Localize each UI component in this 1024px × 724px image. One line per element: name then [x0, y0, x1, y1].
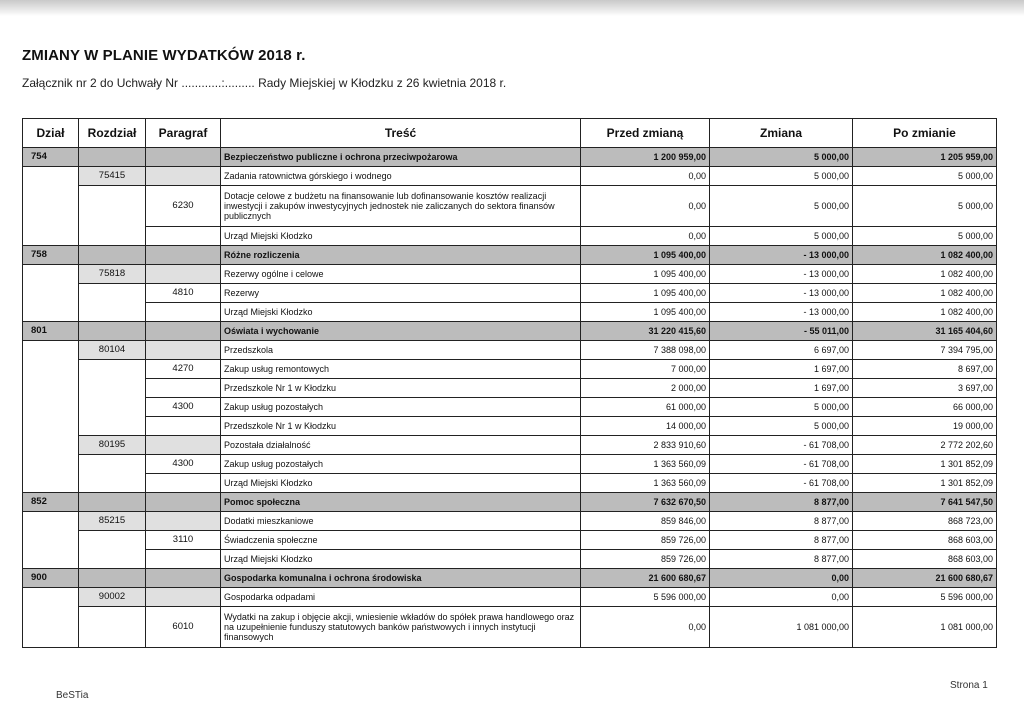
cell-tresc: Różne rozliczenia	[221, 246, 581, 265]
cell-paragraf: 6230	[146, 186, 221, 227]
cell-po: 1 082 400,00	[853, 284, 997, 303]
header-tresc: Treść	[221, 119, 581, 148]
cell-po: 868 603,00	[853, 550, 997, 569]
cell-po: 7 394 795,00	[853, 341, 997, 360]
cell-przed: 0,00	[581, 167, 710, 186]
cell-po: 1 082 400,00	[853, 303, 997, 322]
cell-paragraf: 4270	[146, 360, 221, 379]
cell-przed: 2 833 910,60	[581, 436, 710, 455]
cell-rozdzial: 90002	[79, 588, 146, 607]
cell-po: 1 205 959,00	[853, 148, 997, 167]
header-paragraf: Paragraf	[146, 119, 221, 148]
cell-dzial: 758	[23, 246, 79, 265]
table-row-paragraf	[23, 531, 997, 550]
cell-zmiana: 1 697,00	[710, 360, 853, 379]
header-po: Po zmianie	[853, 119, 997, 148]
table-row-unit	[23, 417, 997, 436]
cell-tresc: Gospodarka komunalna i ochrona środowiska	[221, 569, 581, 588]
cell-przed: 0,00	[581, 227, 710, 246]
cell-dzial: 801	[23, 322, 79, 341]
cell-przed: 0,00	[581, 186, 710, 227]
cell-zmiana: - 61 708,00	[710, 436, 853, 455]
cell-przed: 1 095 400,00	[581, 284, 710, 303]
cell-po: 1 301 852,09	[853, 455, 997, 474]
cell-tresc: Przedszkole Nr 1 w Kłodzku	[221, 417, 581, 436]
cell-po: 31 165 404,60	[853, 322, 997, 341]
scan-shadow	[0, 0, 1024, 16]
cell-zmiana: 5 000,00	[710, 398, 853, 417]
cell-po: 5 000,00	[853, 167, 997, 186]
table-row-paragraf	[23, 607, 997, 648]
table-row-paragraf	[23, 284, 997, 303]
cell-przed: 5 596 000,00	[581, 588, 710, 607]
cell-przed: 1 363 560,09	[581, 474, 710, 493]
cell-dzial: 852	[23, 493, 79, 512]
cell-tresc: Zakup usług pozostałych	[221, 455, 581, 474]
cell-przed: 0,00	[581, 607, 710, 648]
cell-po: 1 081 000,00	[853, 607, 997, 648]
cell-po: 5 000,00	[853, 227, 997, 246]
cell-zmiana: 5 000,00	[710, 167, 853, 186]
cell-tresc: Wydatki na zakup i objęcie akcji, wniesienie wkładów do spółek prawa handlowego oraz na uzupełnienie funduszy statutowych banków państwowych i innych instytucji finansowych	[221, 607, 581, 648]
cell-przed: 7 000,00	[581, 360, 710, 379]
table-row-rozdzial	[23, 588, 997, 607]
table-row-dzial	[23, 569, 997, 588]
cell-po: 868 603,00	[853, 531, 997, 550]
cell-po: 66 000,00	[853, 398, 997, 417]
cell-po: 19 000,00	[853, 417, 997, 436]
cell-przed: 2 000,00	[581, 379, 710, 398]
cell-po: 5 596 000,00	[853, 588, 997, 607]
cell-tresc: Zadania ratownictwa górskiego i wodnego	[221, 167, 581, 186]
cell-tresc: Urząd Miejski Kłodzko	[221, 550, 581, 569]
cell-tresc: Zakup usług remontowych	[221, 360, 581, 379]
header-dzial: Dział	[23, 119, 79, 148]
table-row-rozdzial	[23, 265, 997, 284]
table-row-dzial	[23, 493, 997, 512]
cell-zmiana: - 61 708,00	[710, 474, 853, 493]
cell-tresc: Dodatki mieszkaniowe	[221, 512, 581, 531]
table-row-paragraf	[23, 455, 997, 474]
cell-po: 7 641 547,50	[853, 493, 997, 512]
document-title: ZMIANY W PLANIE WYDATKÓW 2018 r.	[22, 47, 306, 64]
cell-rozdzial: 75818	[79, 265, 146, 284]
cell-rozdzial: 80195	[79, 436, 146, 455]
cell-po: 868 723,00	[853, 512, 997, 531]
cell-przed: 859 726,00	[581, 531, 710, 550]
cell-przed: 14 000,00	[581, 417, 710, 436]
cell-po: 21 600 680,67	[853, 569, 997, 588]
cell-zmiana: 5 000,00	[710, 227, 853, 246]
cell-tresc: Gospodarka odpadami	[221, 588, 581, 607]
cell-tresc: Pomoc społeczna	[221, 493, 581, 512]
cell-zmiana: - 13 000,00	[710, 303, 853, 322]
table-row-dzial	[23, 322, 997, 341]
table-row-rozdzial	[23, 167, 997, 186]
cell-zmiana: - 61 708,00	[710, 455, 853, 474]
cell-tresc: Świadczenia społeczne	[221, 531, 581, 550]
table-row-unit	[23, 303, 997, 322]
cell-paragraf: 4810	[146, 284, 221, 303]
cell-zmiana: 8 877,00	[710, 493, 853, 512]
cell-tresc: Urząd Miejski Kłodzko	[221, 474, 581, 493]
cell-paragraf: 4300	[146, 398, 221, 417]
cell-tresc: Dotacje celowe z budżetu na finansowanie lub dofinansowanie kosztów realizacji inwestycji i zakupów inwestycyjnych jednostek nie zaliczanych do sektora finansów publicznych	[221, 186, 581, 227]
header-zmiana: Zmiana	[710, 119, 853, 148]
cell-przed: 1 200 959,00	[581, 148, 710, 167]
cell-przed: 1 095 400,00	[581, 303, 710, 322]
cell-paragraf: 4300	[146, 455, 221, 474]
cell-przed: 1 363 560,09	[581, 455, 710, 474]
cell-przed: 21 600 680,67	[581, 569, 710, 588]
cell-po: 1 082 400,00	[853, 265, 997, 284]
cell-po: 1 301 852,09	[853, 474, 997, 493]
table-row-unit	[23, 227, 997, 246]
cell-po: 5 000,00	[853, 186, 997, 227]
table-row-dzial	[23, 246, 997, 265]
cell-zmiana: 1 081 000,00	[710, 607, 853, 648]
cell-zmiana: 0,00	[710, 588, 853, 607]
header-przed: Przed zmianą	[581, 119, 710, 148]
cell-rozdzial: 85215	[79, 512, 146, 531]
table-row-unit	[23, 550, 997, 569]
cell-zmiana: 8 877,00	[710, 512, 853, 531]
cell-przed: 1 095 400,00	[581, 246, 710, 265]
cell-przed: 7 632 670,50	[581, 493, 710, 512]
table-row-unit	[23, 379, 997, 398]
header-rozdzial: Rozdział	[79, 119, 146, 148]
cell-tresc: Rezerwy ogólne i celowe	[221, 265, 581, 284]
table-row-rozdzial	[23, 436, 997, 455]
cell-zmiana: 5 000,00	[710, 148, 853, 167]
cell-zmiana: - 13 000,00	[710, 246, 853, 265]
footer-page-number: Strona 1	[950, 680, 988, 691]
cell-przed: 7 388 098,00	[581, 341, 710, 360]
cell-tresc: Oświata i wychowanie	[221, 322, 581, 341]
table-row-paragraf	[23, 186, 997, 227]
cell-po: 2 772 202,60	[853, 436, 997, 455]
cell-po: 3 697,00	[853, 379, 997, 398]
cell-zmiana: 6 697,00	[710, 341, 853, 360]
footer-software-label: BeSTia	[56, 690, 89, 701]
cell-zmiana: 5 000,00	[710, 417, 853, 436]
cell-tresc: Przedszkole Nr 1 w Kłodzku	[221, 379, 581, 398]
cell-rozdzial: 75415	[79, 167, 146, 186]
cell-dzial: 900	[23, 569, 79, 588]
cell-zmiana: 0,00	[710, 569, 853, 588]
cell-przed: 859 846,00	[581, 512, 710, 531]
cell-zmiana: 5 000,00	[710, 186, 853, 227]
cell-tresc: Rezerwy	[221, 284, 581, 303]
budget-changes-table	[22, 118, 997, 648]
cell-przed: 859 726,00	[581, 550, 710, 569]
table-row-unit	[23, 474, 997, 493]
cell-przed: 61 000,00	[581, 398, 710, 417]
cell-paragraf: 3110	[146, 531, 221, 550]
cell-po: 8 697,00	[853, 360, 997, 379]
cell-paragraf: 6010	[146, 607, 221, 648]
cell-tresc: Zakup usług pozostałych	[221, 398, 581, 417]
table-row-rozdzial	[23, 341, 997, 360]
cell-przed: 31 220 415,60	[581, 322, 710, 341]
table-row-paragraf	[23, 398, 997, 417]
cell-zmiana: 8 877,00	[710, 550, 853, 569]
cell-tresc: Urząd Miejski Kłodzko	[221, 227, 581, 246]
cell-tresc: Bezpieczeństwo publiczne i ochrona przeciwpożarowa	[221, 148, 581, 167]
cell-rozdzial: 80104	[79, 341, 146, 360]
cell-tresc: Urząd Miejski Kłodzko	[221, 303, 581, 322]
cell-przed: 1 095 400,00	[581, 265, 710, 284]
cell-zmiana: 1 697,00	[710, 379, 853, 398]
cell-zmiana: - 13 000,00	[710, 265, 853, 284]
document-subtitle: Załącznik nr 2 do Uchwały Nr ............:......... Rady Miejskiej w Kłodzku z 26 kwietnia 2018 r.	[22, 76, 507, 90]
table-row-dzial	[23, 148, 997, 167]
cell-zmiana: - 55 011,00	[710, 322, 853, 341]
cell-zmiana: - 13 000,00	[710, 284, 853, 303]
cell-zmiana: 8 877,00	[710, 531, 853, 550]
table-header-row	[23, 119, 997, 148]
cell-tresc: Pozostała działalność	[221, 436, 581, 455]
cell-po: 1 082 400,00	[853, 246, 997, 265]
cell-tresc: Przedszkola	[221, 341, 581, 360]
table-row-paragraf	[23, 360, 997, 379]
table-row-rozdzial	[23, 512, 997, 531]
cell-dzial: 754	[23, 148, 79, 167]
